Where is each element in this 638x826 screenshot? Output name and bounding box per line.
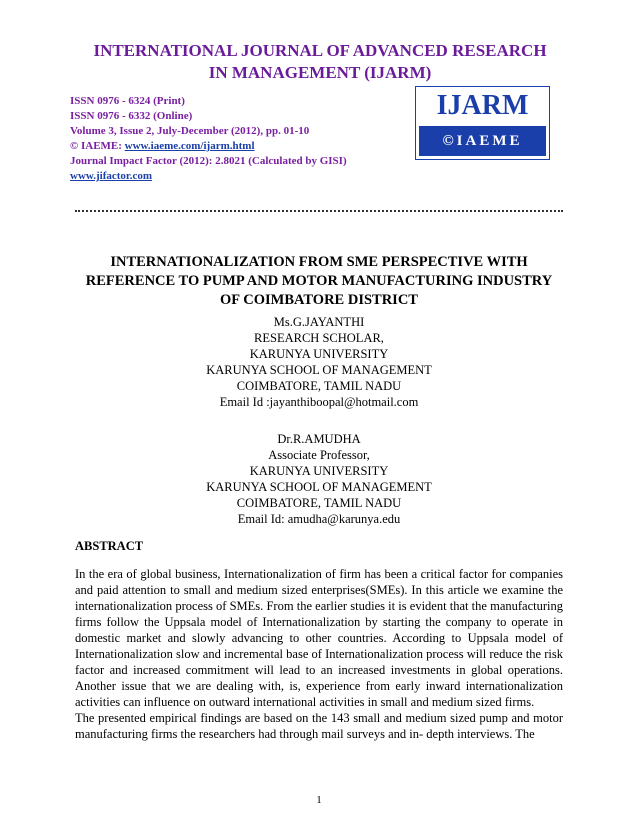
author-university: KARUNYA UNIVERSITY bbox=[249, 464, 389, 478]
abstract-paragraph: The presented empirical findings are based on the 143 small and medium sized pump and motor manufacturing firms the researchers had through mail surveys and in- depth interviews. The bbox=[75, 711, 563, 741]
ijarm-logo bbox=[415, 86, 550, 160]
author-name: Dr.R.AMUDHA bbox=[277, 432, 361, 446]
journal-metadata bbox=[70, 94, 410, 184]
volume-info: Volume 3, Issue 2, July-December (2012), pp. 01-10 bbox=[70, 125, 310, 137]
issn-online: ISSN 0976 - 6332 (Online) bbox=[70, 110, 193, 122]
author-role: RESEARCH SCHOLAR, bbox=[254, 331, 384, 345]
jifactor-link[interactable]: www.jifactor.com bbox=[70, 170, 153, 182]
logo-title: IJARM bbox=[436, 90, 529, 121]
iaeme-link[interactable]: www.iaeme.com/ijarm.html bbox=[124, 140, 255, 152]
abstract-section bbox=[75, 538, 563, 742]
author-university: KARUNYA UNIVERSITY bbox=[249, 347, 389, 361]
author-city: COIMBATORE, TAMIL NADU bbox=[236, 379, 402, 393]
journal-title-line1: INTERNATIONAL JOURNAL OF ADVANCED RESEARCH bbox=[93, 41, 547, 60]
author-block bbox=[70, 431, 568, 527]
author-email: Email Id: amudha@karunya.edu bbox=[237, 512, 401, 526]
author-block bbox=[70, 314, 568, 410]
iaeme-line bbox=[70, 139, 410, 154]
header-divider bbox=[75, 210, 563, 212]
page-number: 1 bbox=[316, 794, 322, 806]
abstract-paragraph: In the era of global business, Internationalization of firm has been a critical factor for companies and paid attention to small and medium sized enterprises(SMEs). In this article we examine the internationalization process of SMEs. From the earlier studies it is evident that the manufacturing firms follow the Uppsala model of Internationalization by starting the company to operate in domestic market and slowly advancing to other countries. According to Uppsala model of Internationalization slow and incremental base of Internationalization process will reduce the risk factor and increased commitment will lead to an increased investments in global operations. Another issue that we are dealing with, is, experience from early inward internationalization activities can influence on outward international activities in small and medium sized firms. bbox=[75, 567, 563, 709]
author-city: COIMBATORE, TAMIL NADU bbox=[236, 496, 402, 510]
logo-publisher: ©IAEME bbox=[419, 126, 546, 156]
paper-title-line: REFERENCE TO PUMP AND MOTOR MANUFACTURING INDUSTRY bbox=[85, 273, 553, 289]
author-name: Ms.G.JAYANTHI bbox=[273, 315, 365, 329]
journal-title-line2: IN MANAGEMENT (IJARM) bbox=[208, 63, 432, 82]
author-role: Associate Professor, bbox=[268, 448, 370, 462]
abstract-heading: ABSTRACT bbox=[75, 539, 144, 553]
journal-title bbox=[40, 40, 600, 84]
author-email: Email Id :jayanthiboopal@hotmail.com bbox=[219, 395, 419, 409]
paper-title-line: INTERNATIONALIZATION FROM SME PERSPECTIVE WITH bbox=[110, 254, 528, 270]
author-school: KARUNYA SCHOOL OF MANAGEMENT bbox=[206, 480, 432, 494]
author-list bbox=[70, 314, 568, 527]
impact-factor: Journal Impact Factor (2012): 2.8021 (Calculated by GISI) bbox=[70, 155, 347, 167]
iaeme-label: © IAEME: bbox=[70, 140, 125, 152]
paper-title bbox=[70, 253, 568, 310]
paper-title-line: OF COIMBATORE DISTRICT bbox=[220, 292, 418, 308]
author-school: KARUNYA SCHOOL OF MANAGEMENT bbox=[206, 363, 432, 377]
issn-print: ISSN 0976 - 6324 (Print) bbox=[70, 95, 185, 107]
